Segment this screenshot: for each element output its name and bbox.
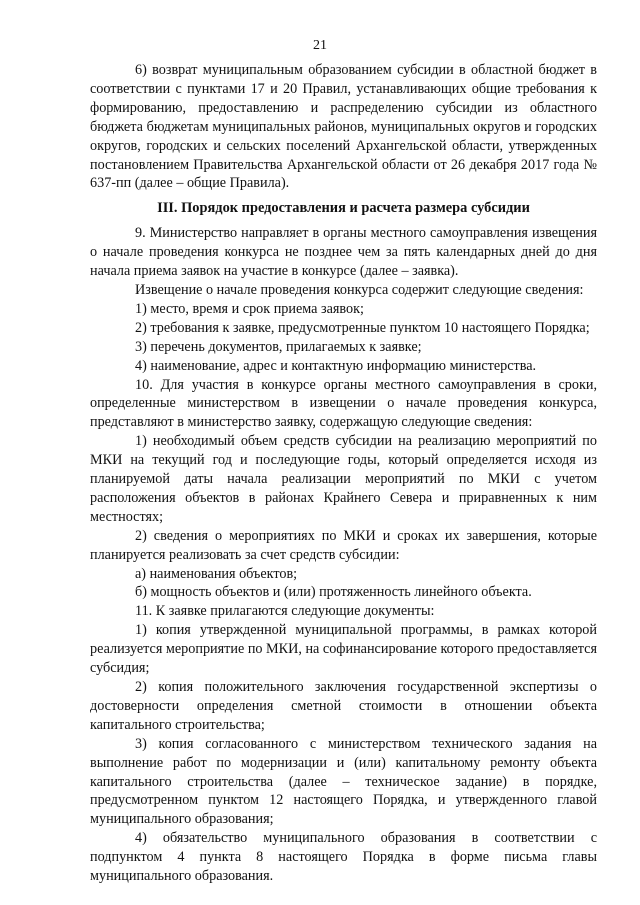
list-item-10-1: 1) необходимый объем средств субсидии на реализацию мероприятий по МКИ на текущий год и последующие годы, который определяется исходя из планируемой даты начала реализации мероприятий по МКИ с учетом расположения объектов в районах Крайнего Севера и приравненных к ним местностях; — [90, 433, 597, 525]
list-item-4: 4) наименование, адрес и контактную информацию министерства. — [135, 357, 537, 374]
list-item-11-1: 1) копия утвержденной муниципальной программы, в рамках которой реализуется мероприятие по МКИ, на софинансирование которого предоставляется субсидия; — [90, 622, 597, 677]
paragraph-notice-contents: Извещение о начале проведения конкурса содержит следующие сведения: — [135, 281, 584, 298]
paragraph-6-return-subsidy: 6) возврат муниципальным образованием субсидии в областной бюджет в соответствии с пунктами 17 и 20 Правил, устанавливающих общие требования к формированию, предоставлению и распределению субсидии из областного бюджета бюджетам муниципальных районов, муниципальных округов и городских округов, городских и сельских поселений Архангельской области, утвержденных постановлением Правительства Архангельской области от 26 декабря 2017 года № 637-пп (далее – общие Правила). — [90, 62, 597, 192]
paragraph-9: 9. Министерство направляет в органы местного самоуправления извещения о начале проведения конкурса не позднее чем за пять календарных дней до дня начала приема заявок на участие в конкурсе (далее – заявка). — [90, 225, 597, 280]
paragraph-10: 10. Для участия в конкурсе органы местного самоуправления в сроки, определенные министерством в извещении о начале проведения конкурса, представляют в министерство заявку, содержащую следующие сведения: — [90, 376, 597, 431]
paragraph-11: 11. К заявке прилагаются следующие документы: — [135, 603, 435, 620]
list-item-11-2: 2) копия положительного заключения государственной экспертизы о достоверности определения сметной стоимости в отношении объекта капитального строительства; — [90, 679, 597, 733]
list-item-a: а) наименования объектов; — [135, 565, 298, 582]
list-item-b: б) мощность объектов и (или) протяженность линейного объекта. — [135, 584, 532, 601]
list-item-2: 2) требования к заявке, предусмотренные пунктом 10 настоящего Порядка; — [135, 319, 590, 336]
list-item-10-2: 2) сведения о мероприятиях по МКИ и сроках их завершения, которые планируется реализовать за счет средств субсидии: — [90, 527, 597, 563]
page-number: 21 — [313, 38, 327, 53]
list-item-3: 3) перечень документов, прилагаемых к заявке; — [135, 338, 422, 355]
section-heading-iii: III. Порядок предоставления и расчета размера субсидии — [157, 200, 530, 217]
document-body — [90, 61, 597, 886]
list-item-11-4: 4) обязательство муниципального образования в соответствии с подпунктом 4 пункта 8 настоящего Порядка в форме письма главы муниципального образования. — [90, 830, 597, 885]
list-item-11-3: 3) копия согласованного с министерством технического задания на выполнение работ по модернизации и (или) капитальному ремонту объекта капитального строительства (далее – техническое задание) в порядке, предусмотренном пунктом 12 настоящего Порядка, и утвержденного главой муниципального образования; — [90, 735, 597, 828]
list-item-1: 1) место, время и срок приема заявок; — [135, 300, 364, 317]
